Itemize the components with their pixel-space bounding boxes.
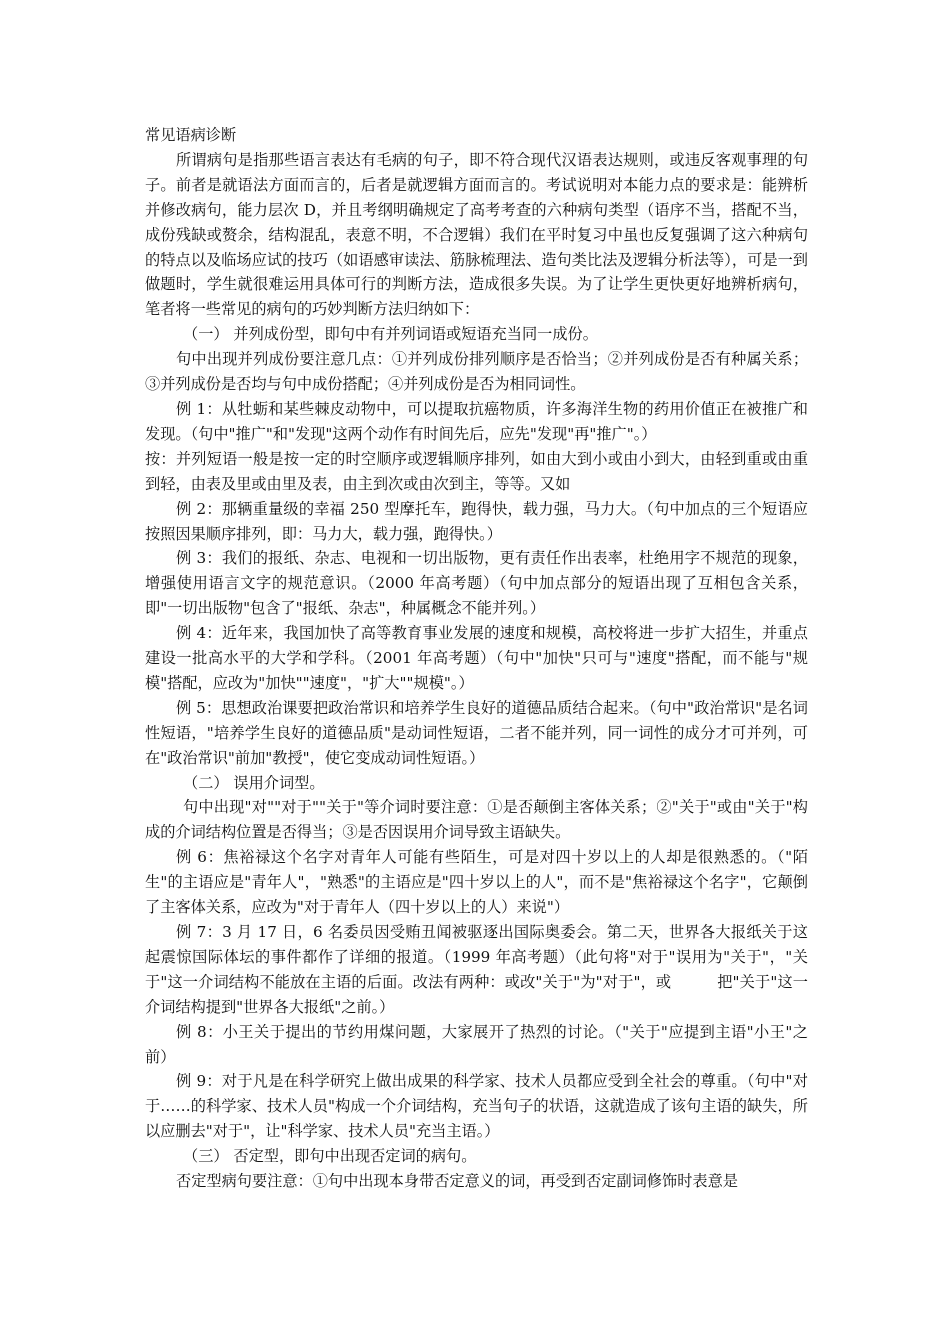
example-paragraph: 例 2：那辆重量级的幸福 250 型摩托车，跑得快，载力强，马力大。（句中加点的三个短语应按照因果顺序排列，即：马力大，载力强，跑得快。） [145,499,808,543]
paragraph: 句中出现并列成份要注意几点：①并列成份排列顺序是否恰当；②并列成份是否有种属关系；③并列成份是否均与句中成份搭配；④并列成份是否为相同词性。 [145,350,808,394]
example-paragraph: 例 6：焦裕禄这个名字对青年人可能有些陌生，可是对四十岁以上的人却是很熟悉的。（"陌生"的主语应是"青年人"，"熟悉"的主语应是"四十岁以上的人"，而不是"焦裕禄这个名字"，它颠倒了主客体关系，应改为"对于青年人（四十岁以上的人）来说"） [145,848,808,917]
example-paragraph: 例 3：我们的报纸、杂志、电视和一切出版物，更有责任作出表率，杜绝用字不规范的现象，增强使用语言文字的规范意识。（2000 年高考题）（句中加点部分的短语出现了互相包含关系，即"一切出版物"包含了"报纸、杂志"，种属概念不能并列。） [145,549,808,618]
document-body [145,123,808,1194]
example-paragraph: 例 5：思想政治课要把政治常识和培养学生良好的道德品质结合起来。（句中"政治常识"是名词性短语，"培养学生良好的道德品质"是动词性短语，二者不能并列，同一词性的成分才可并列，可在"政治常识"前加"教授"，使它变成动词性短语。） [145,698,808,767]
example-paragraph: 例 9：对于凡是在科学研究上做出成果的科学家、技术人员都应受到全社会的尊重。（句中"对于……的科学家、技术人员"构成一个介词结构，充当句子的状语，这就造成了该句主语的缺失，所以应删去"对于"，让"科学家、技术人员"充当主语。） [145,1072,808,1141]
paragraph: 否定型病句要注意：①句中出现本身带否定意义的词，再受到否定副词修饰时表意是 [176,1172,738,1191]
paragraph: 句中出现"对""对于""关于"等介词时要注意：①是否颠倒主客体关系；②"关于"或由"关于"构成的介词结构位置是否得当；③是否因误用介词导致主语缺失。 [145,798,808,842]
section-heading-3: （三） 否定型，即句中出现否定词的病句。 [183,1147,477,1166]
section-heading-2: （二） 误用介词型。 [183,773,325,792]
example-paragraph: 例 4：近年来，我国加快了高等教育事业发展的速度和规模，高校将进一步扩大招生，并重点建设一批高水平的大学和学科。（2001 年高考题）（句中"加快"只可与"速度"搭配，而不能与"规模"搭配，应改为"加快""速度"，"扩大""规模"。） [145,624,808,692]
document-title: 常见语病诊断 [145,126,237,144]
intro-paragraph: 所谓病句是指那些语言表达有毛病的句子，即不符合现代汉语表达规则，或违反客观事理的句子。前者是就语法方面而言的，后者是就逻辑方面而言的。考试说明对本能力点的要求是：能辨析并修改病句，能力层次 D，并且考纲明确规定了高考考查的六种病句类型（语序不当，搭配不当，成份残缺或赘余，结构混乱，表意不明，不合逻辑）我们在平时复习中虽也反复强调了这六种病句的特点以及临场应试的技巧（如语感审读法、筋脉梳理法、造句类比法及逻辑分析法等），可是一到做题时，学生就很难运用具体可行的判断方法，造成很多失误。为了让学生更快更好地辨析病句，笔者将一些常见的病句的巧妙判断方法归纳如下： [145,150,808,319]
example-paragraph: 例 7：3 月 17 日，6 名委员因受贿丑闻被驱逐出国际奥委会。第二天，世界各大报纸关于这起震惊国际体坛的事件都作了详细的报道。（1999 年高考题）（此句将"对于"误用为"关于"，"关于"这一介词结构不能放在主语的后面。改法有两种：或改"关于"为"对于"，或 把"关于"这一介词结构提到"世界各大报纸"之前。） [145,923,808,1016]
note-paragraph: 按：并列短语一般是按一定的时空顺序或逻辑顺序排列，如由大到小或由小到大，由轻到重或由重到轻，由表及里或由里及表，由主到次或由次到主，等等。又如 [145,449,808,493]
example-paragraph: 例 1：从牡蛎和某些棘皮动物中，可以提取抗癌物质，许多海洋生物的药用价值正在被推广和发现。（句中"推广"和"发现"这两个动作有时间先后，应先"发现"再"推广"。） [145,399,808,443]
section-heading-1: （一） 并列成份型，即句中有并列词语或短语充当同一成份。 [183,325,598,344]
example-paragraph: 例 8：小王关于提出的节约用煤问题，大家展开了热烈的讨论。（"关于"应提到主语"小王"之前） [145,1022,808,1066]
